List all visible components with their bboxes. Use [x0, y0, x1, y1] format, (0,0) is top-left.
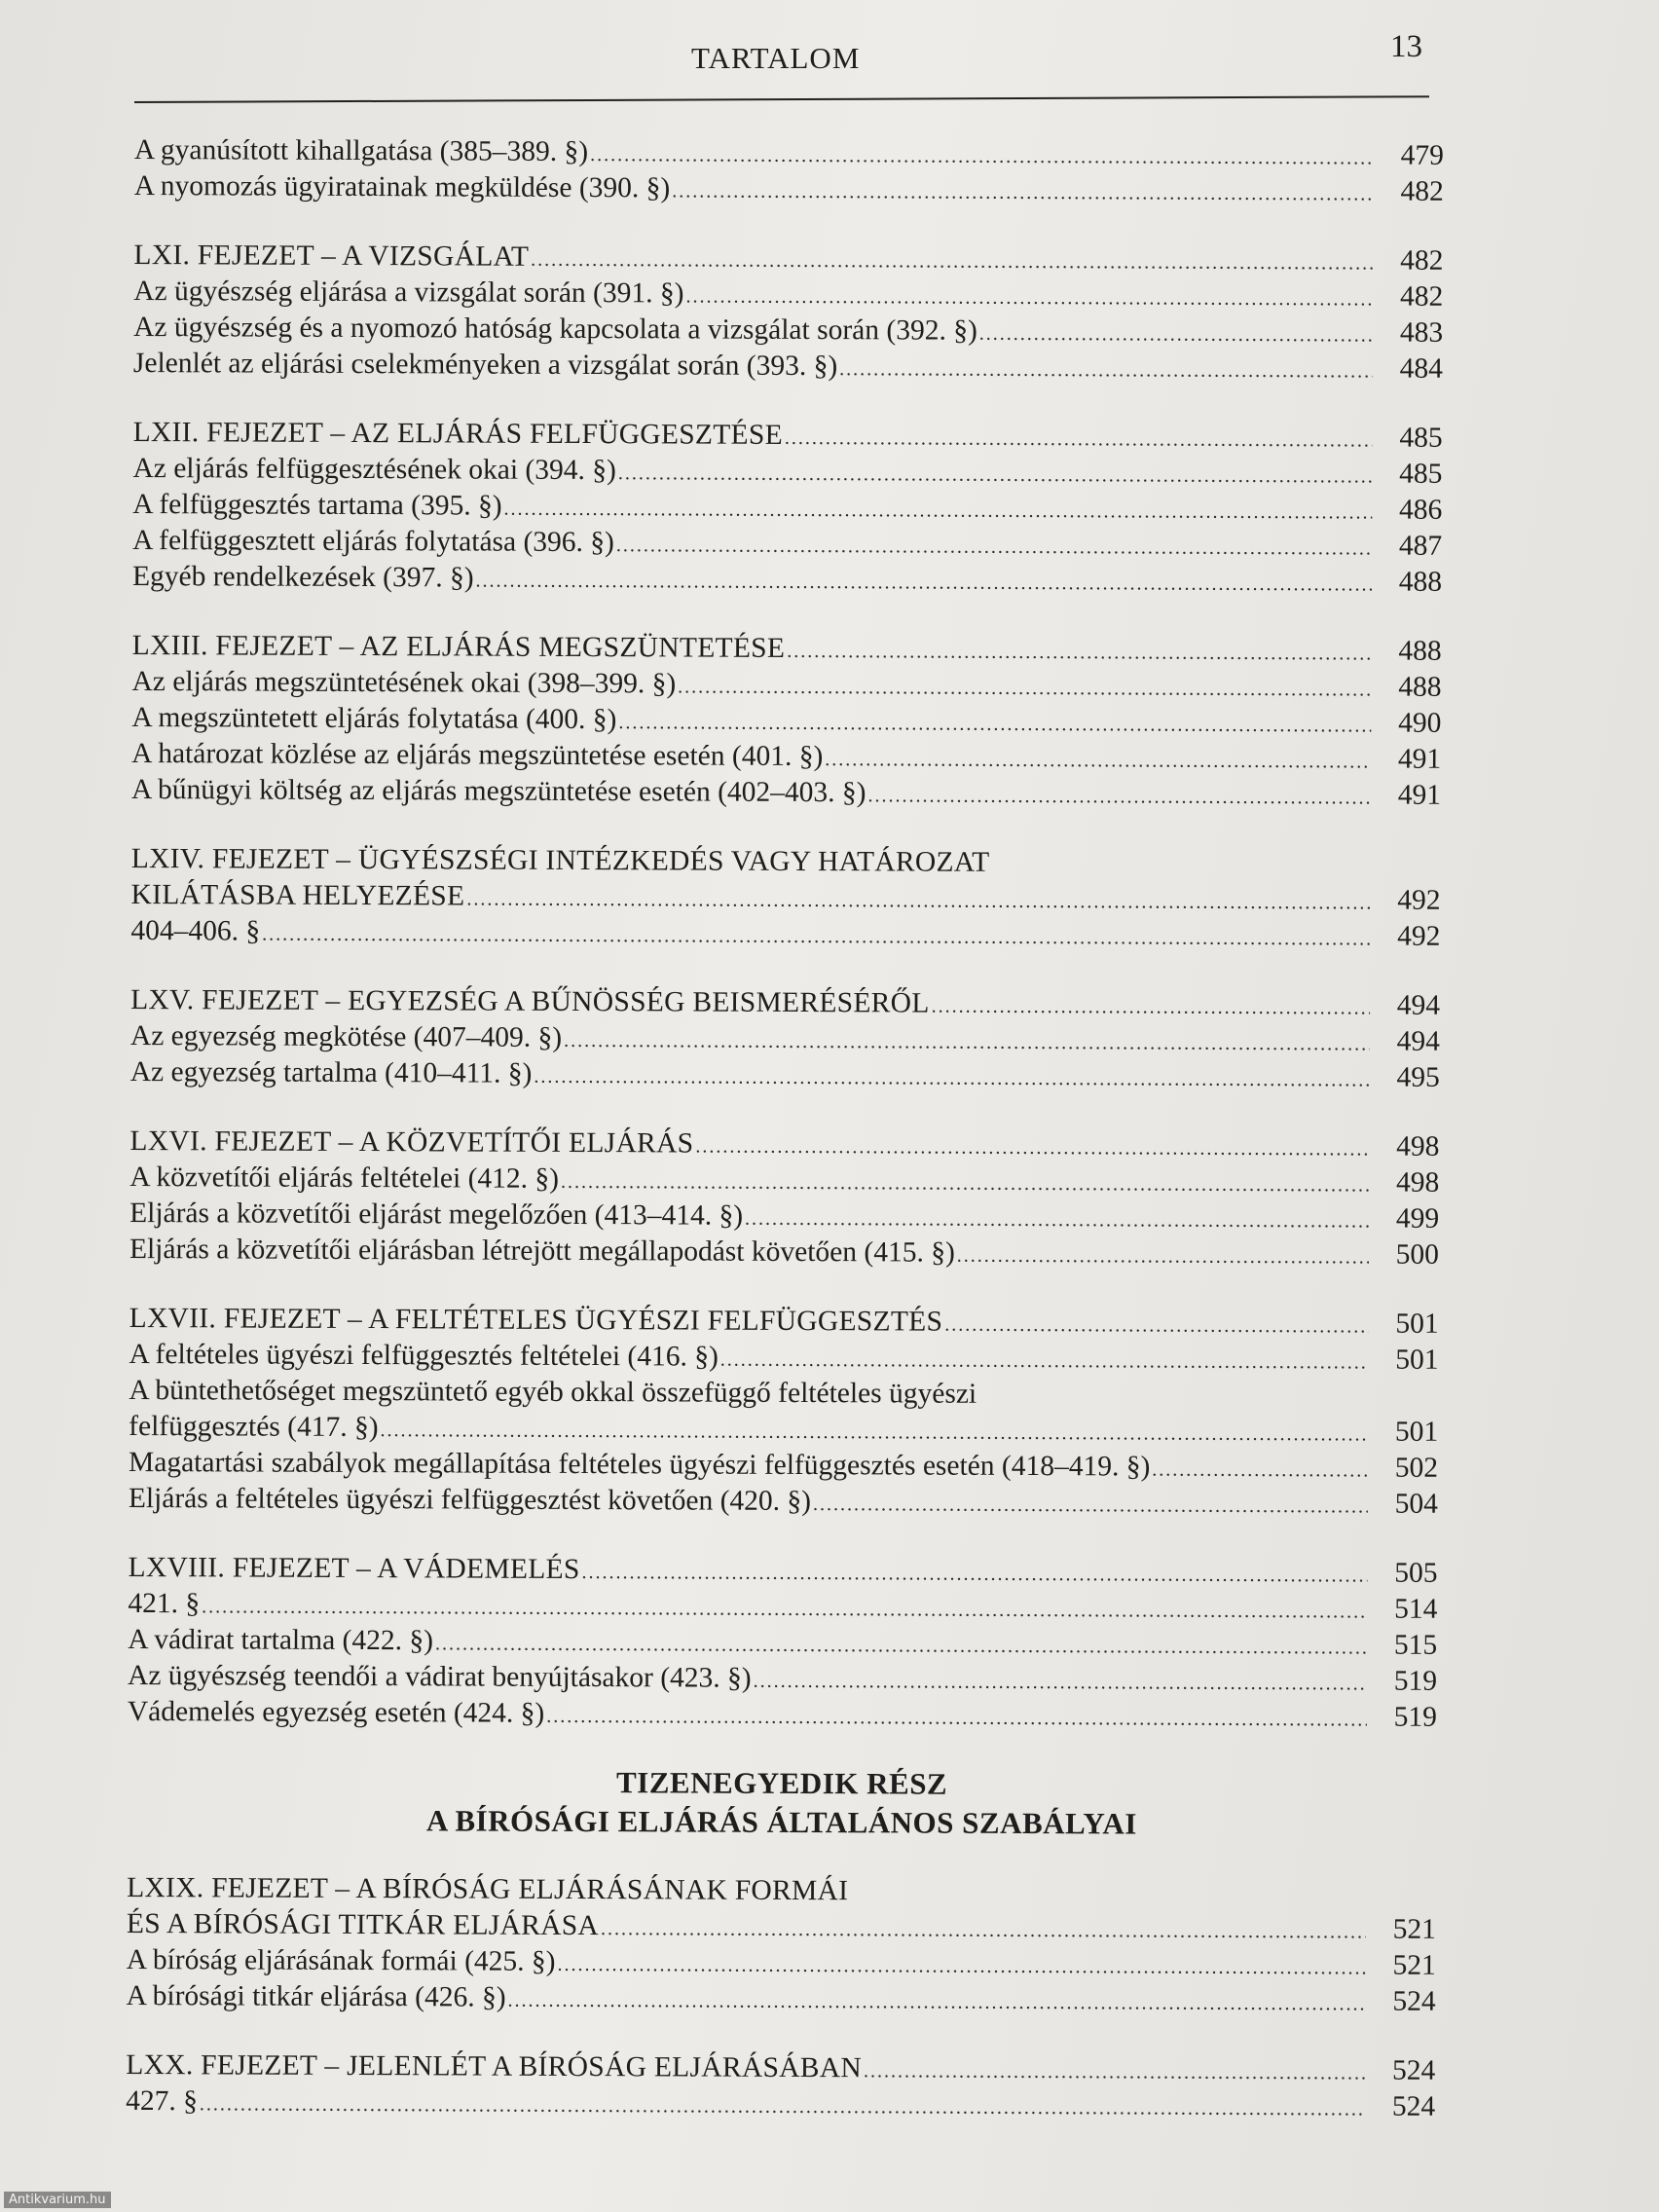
dot-leader — [672, 184, 1374, 201]
dot-leader — [534, 1070, 1369, 1088]
dot-leader — [678, 680, 1371, 696]
toc-entry — [133, 308, 1443, 350]
toc-chapter-entry — [131, 875, 1441, 917]
dot-leader — [381, 1423, 1369, 1441]
toc-entry — [130, 1016, 1440, 1058]
toc-entry-title: LXX. FEJEZET – JELENLÉT A BÍRÓSÁG ELJÁRÁSÁBAN — [126, 2048, 863, 2084]
toc-entry — [131, 770, 1441, 812]
toc-page-number: 521 — [1392, 1913, 1437, 1945]
toc-entry-title: Eljárás a közvetítői eljárást megelőzően (413–414. §) — [129, 1197, 744, 1232]
toc-group — [131, 626, 1442, 812]
toc-page-number: 524 — [1392, 1985, 1436, 2017]
toc-page-number: 479 — [1400, 139, 1444, 171]
toc-entry-title: LXV. FEJEZET – EGYEZSÉG A BŰNÖSSÉG BEISMERÉSÉRŐL — [130, 983, 930, 1019]
toc-entry — [134, 166, 1444, 208]
dot-leader — [561, 1175, 1369, 1193]
toc-group — [130, 839, 1440, 953]
toc-page-number: 514 — [1394, 1593, 1438, 1625]
toc-entry-title: Az eljárás felfüggesztésének okai (394. §) — [132, 452, 616, 487]
toc-entry — [129, 1194, 1439, 1235]
toc-entry-title: Egyéb rendelkezések (397. §) — [131, 560, 474, 594]
dot-leader — [200, 2097, 1365, 2116]
dot-leader — [466, 892, 1370, 909]
toc-entry-title: A megszüntetett eljárás folytatása (400. §) — [131, 701, 617, 736]
dot-leader — [695, 1140, 1369, 1157]
toc-entry — [129, 1371, 1438, 1413]
toc-page-number: 498 — [1395, 1166, 1440, 1198]
dot-leader — [1152, 1463, 1368, 1478]
toc-entry-title: LXI. FEJEZET – A VIZSGÁLAT — [133, 239, 530, 273]
toc-page-number: 499 — [1395, 1202, 1440, 1235]
toc-chapter-entry — [129, 1299, 1439, 1341]
toc-entry-title: A felfüggesztés tartama (395. §) — [132, 488, 502, 522]
dot-leader — [601, 1922, 1366, 1938]
dot-leader — [979, 327, 1373, 343]
toc-page-number: 495 — [1396, 1061, 1440, 1093]
header-rule — [134, 95, 1429, 103]
toc-page-number: 521 — [1392, 1949, 1436, 1981]
toc-entry — [131, 698, 1441, 740]
toc-page-number: 524 — [1391, 2090, 1436, 2122]
toc-entry-title: LXII. FEJEZET – AZ ELJÁRÁS FELFÜGGESZTÉSE — [132, 416, 784, 451]
toc-entry — [132, 521, 1442, 563]
toc-entry-title: 421. § — [128, 1587, 201, 1620]
dot-leader — [435, 1637, 1367, 1654]
toc-entry — [127, 1976, 1436, 2018]
toc-group — [134, 130, 1444, 208]
toc-chapter-entry — [130, 980, 1440, 1022]
dot-leader — [616, 538, 1372, 555]
toc-page-number: 504 — [1394, 1488, 1438, 1520]
toc-page-number: 482 — [1400, 244, 1444, 276]
toc-chapter-entry — [126, 2046, 1435, 2087]
toc-entry — [128, 1656, 1437, 1698]
watermark: Antikvarium.hu — [4, 2192, 111, 2208]
toc-group — [126, 2046, 1435, 2123]
toc-page-number: 491 — [1397, 743, 1442, 775]
toc-page-number: 524 — [1391, 2054, 1436, 2086]
toc-page-number: 492 — [1397, 920, 1441, 952]
dot-leader — [825, 753, 1371, 768]
toc-page-number: 488 — [1398, 635, 1442, 667]
toc-page-number: 482 — [1399, 280, 1444, 313]
toc-entry-title: A gyanúsított kihallgatása (385–389. §) — [133, 133, 589, 168]
toc-entry — [133, 344, 1443, 386]
toc-entry-title: Eljárás a közvetítői eljárásban létrejött megállapodást követően (415. §) — [129, 1233, 955, 1269]
toc-entry-title: LXIX. FEJEZET – A BÍRÓSÁG ELJÁRÁSÁNAK FORMÁI — [127, 1871, 849, 1907]
toc-entry-title: A bírósági titkár eljárása (426. §) — [126, 1979, 506, 2013]
toc-page-number: 485 — [1399, 458, 1443, 490]
toc-chapter-entry — [132, 626, 1442, 668]
dot-leader — [685, 289, 1373, 306]
toc-page-number: 485 — [1399, 422, 1443, 454]
part-heading-line: TIZENEGYEDIK RÉSZ — [615, 1765, 948, 1801]
toc-entry — [130, 1052, 1440, 1094]
dot-leader — [957, 1249, 1369, 1265]
dot-leader — [864, 2064, 1365, 2080]
toc-entry — [132, 485, 1442, 527]
dot-leader — [754, 1675, 1367, 1691]
toc-chapter-entry — [129, 1122, 1439, 1163]
toc-page-number: 519 — [1393, 1665, 1438, 1697]
toc-entry-title: Az ügyészség eljárása a vizsgálat során (391. §) — [133, 275, 684, 310]
toc-page-number: 482 — [1400, 175, 1444, 207]
toc-entry — [131, 734, 1441, 776]
toc-entry-title: felfüggesztés (417. §) — [129, 1410, 379, 1444]
toc-entry-title: A felfüggesztett eljárás folytatása (396. §) — [132, 524, 614, 559]
dot-leader — [785, 431, 1373, 448]
toc-group — [133, 236, 1444, 386]
toc-entry — [132, 449, 1442, 491]
toc-entry — [127, 1940, 1436, 1982]
toc-page-number: 490 — [1398, 707, 1442, 739]
toc-page-number: 519 — [1393, 1701, 1437, 1733]
dot-leader — [531, 253, 1373, 271]
toc-page-number: 494 — [1396, 1025, 1440, 1057]
toc-chapter-entry — [128, 1548, 1437, 1590]
toc-entry — [129, 1479, 1438, 1521]
toc-entry-title: 404–406. § — [130, 914, 261, 947]
dot-leader — [813, 1497, 1368, 1513]
toc-entry — [132, 557, 1442, 599]
dot-leader — [564, 1034, 1370, 1051]
toc-entry-title: Jelenlét az eljárási cselekményeken a vizsgálat során (393. §) — [132, 347, 838, 383]
dot-leader — [618, 716, 1371, 732]
dot-leader — [720, 1353, 1369, 1370]
toc-page-number: 484 — [1399, 352, 1444, 385]
toc-entry — [131, 662, 1441, 704]
toc-entry — [128, 1692, 1437, 1734]
toc-page-number: 501 — [1395, 1308, 1439, 1340]
toc-chapter-entry — [133, 413, 1443, 455]
toc-entry-title: Az eljárás megszüntetésének okai (398–399. §) — [131, 665, 677, 700]
toc-page-number: 494 — [1396, 989, 1441, 1021]
dot-leader — [546, 1710, 1367, 1727]
toc-group — [130, 980, 1440, 1094]
toc-group — [127, 1868, 1437, 2018]
dot-leader — [867, 789, 1371, 804]
toc-page-number: 500 — [1395, 1238, 1440, 1271]
toc-entry-title: A közvetítői eljárás feltételei (412. §) — [129, 1161, 560, 1195]
toc-entry-title: LXVII. FEJEZET – A FELTÉTELES ÜGYÉSZI FELFÜGGESZTÉS — [129, 1302, 943, 1338]
part-heading — [127, 1761, 1436, 1845]
toc-entry-title: LXVI. FEJEZET – A KÖZVETÍTŐI ELJÁRÁS — [129, 1124, 694, 1160]
toc-entry-title: A büntethetőséget megszüntető egyéb okkal összefüggő feltételes ügyészi — [129, 1374, 977, 1410]
dot-leader — [745, 1212, 1369, 1229]
dot-leader — [202, 1600, 1367, 1618]
toc-group — [132, 413, 1443, 599]
toc-page-number: 498 — [1396, 1130, 1440, 1162]
toc-page-number: 502 — [1394, 1452, 1439, 1484]
dot-leader — [504, 502, 1373, 520]
toc-entry — [128, 1620, 1437, 1662]
dot-leader — [262, 928, 1370, 946]
dot-leader — [787, 645, 1371, 661]
toc-entry — [129, 1230, 1439, 1272]
dot-leader — [839, 362, 1373, 378]
dot-leader — [590, 148, 1374, 166]
toc-entry-title: Az egyezség megkötése (407–409. §) — [129, 1019, 563, 1053]
toc-entry-title: 427. § — [126, 2084, 198, 2118]
toc-chapter-entry — [127, 1868, 1436, 1910]
toc-entry — [130, 911, 1440, 953]
toc-group — [128, 1548, 1438, 1734]
running-header-title: TARTALOM — [691, 41, 861, 75]
toc-entry — [133, 272, 1443, 313]
toc-entry — [129, 1335, 1438, 1377]
toc-entry-title: KILÁTÁSBA HELYEZÉSE — [130, 878, 465, 912]
toc-entry-title: Az ügyészség teendői a vádirat benyújtásakor (423. §) — [128, 1659, 752, 1694]
toc-entry-title: A bűnügyi költség az eljárás megszüntetése esetén (402–403. §) — [130, 773, 866, 809]
toc-entry-title: Magatartási szabályok megállapítása feltételes ügyészi felfüggesztés esetén (418–419. §) — [128, 1446, 1151, 1483]
toc-entry-title: Eljárás a feltételes ügyészi felfüggesztést követően (420. §) — [128, 1482, 812, 1518]
toc-group — [129, 1122, 1440, 1272]
toc-page-number: 488 — [1398, 566, 1443, 598]
toc-page-number: 491 — [1397, 779, 1442, 811]
toc-page-number: 483 — [1399, 316, 1444, 349]
toc-chapter-entry — [131, 839, 1441, 881]
toc-entry-title: Az ügyészség és a nyomozó hatóság kapcsolata a vizsgálat során (392. §) — [133, 311, 977, 347]
toc-entry-title: A feltételes ügyészi felfüggesztés feltételei (416. §) — [129, 1338, 719, 1373]
dot-leader — [557, 1958, 1365, 1975]
toc-chapter-entry — [127, 1904, 1436, 1946]
dot-leader — [582, 1566, 1368, 1583]
toc-entry — [128, 1584, 1437, 1626]
toc-entry-title: A nyomozás ügyiratainak megküldése (390. §) — [133, 169, 671, 204]
dot-leader — [932, 1000, 1371, 1015]
toc-entry-title: LXIV. FEJEZET – ÜGYÉSZSÉGI INTÉZKEDÉS VAGY HATÁROZAT — [130, 842, 990, 878]
toc-entry — [129, 1158, 1439, 1199]
page-number: 13 — [1390, 29, 1422, 64]
toc-chapter-entry — [133, 236, 1443, 277]
toc-page-number: 501 — [1395, 1344, 1439, 1376]
toc-entry — [129, 1443, 1438, 1485]
toc-page-number: 515 — [1393, 1629, 1438, 1661]
toc-entry-title: Vádemelés egyezség esetén (424. §) — [127, 1695, 545, 1729]
toc-entry-title: A vádirat tartalma (422. §) — [128, 1623, 434, 1657]
toc-group — [129, 1299, 1439, 1521]
toc-page-number: 501 — [1394, 1416, 1439, 1448]
toc-entry-title: Az egyezség tartalma (410–411. §) — [129, 1055, 533, 1089]
dot-leader — [944, 1318, 1368, 1334]
toc-page-number: 488 — [1398, 671, 1442, 703]
toc-entry-title: LXVIII. FEJEZET – A VÁDEMELÉS — [128, 1551, 580, 1586]
part-heading-line: A BÍRÓSÁGI ELJÁRÁS ÁLTALÁNOS SZABÁLYAI — [425, 1803, 1137, 1841]
dot-leader — [476, 574, 1372, 592]
dot-leader — [508, 1994, 1366, 2011]
toc-entry — [126, 2082, 1435, 2123]
toc-page-number: 505 — [1394, 1557, 1438, 1589]
dot-leader — [618, 466, 1373, 483]
toc-entry-title: A bíróság eljárásának formái (425. §) — [126, 1943, 556, 1977]
toc-entry-title: A határozat közlése az eljárás megszüntetése esetén (401. §) — [131, 737, 824, 773]
toc-entry-title: ÉS A BÍRÓSÁGI TITKÁR ELJÁRÁSA — [126, 1907, 600, 1942]
toc-entry-title: LXIII. FEJEZET – AZ ELJÁRÁS MEGSZÜNTETÉSE — [131, 629, 786, 664]
toc-entry — [134, 130, 1444, 172]
toc-page-number: 492 — [1397, 884, 1441, 916]
toc-entry — [129, 1407, 1438, 1449]
toc-page-number: 486 — [1398, 494, 1443, 526]
table-of-contents — [126, 130, 1444, 2157]
toc-page-number: 487 — [1398, 530, 1443, 562]
